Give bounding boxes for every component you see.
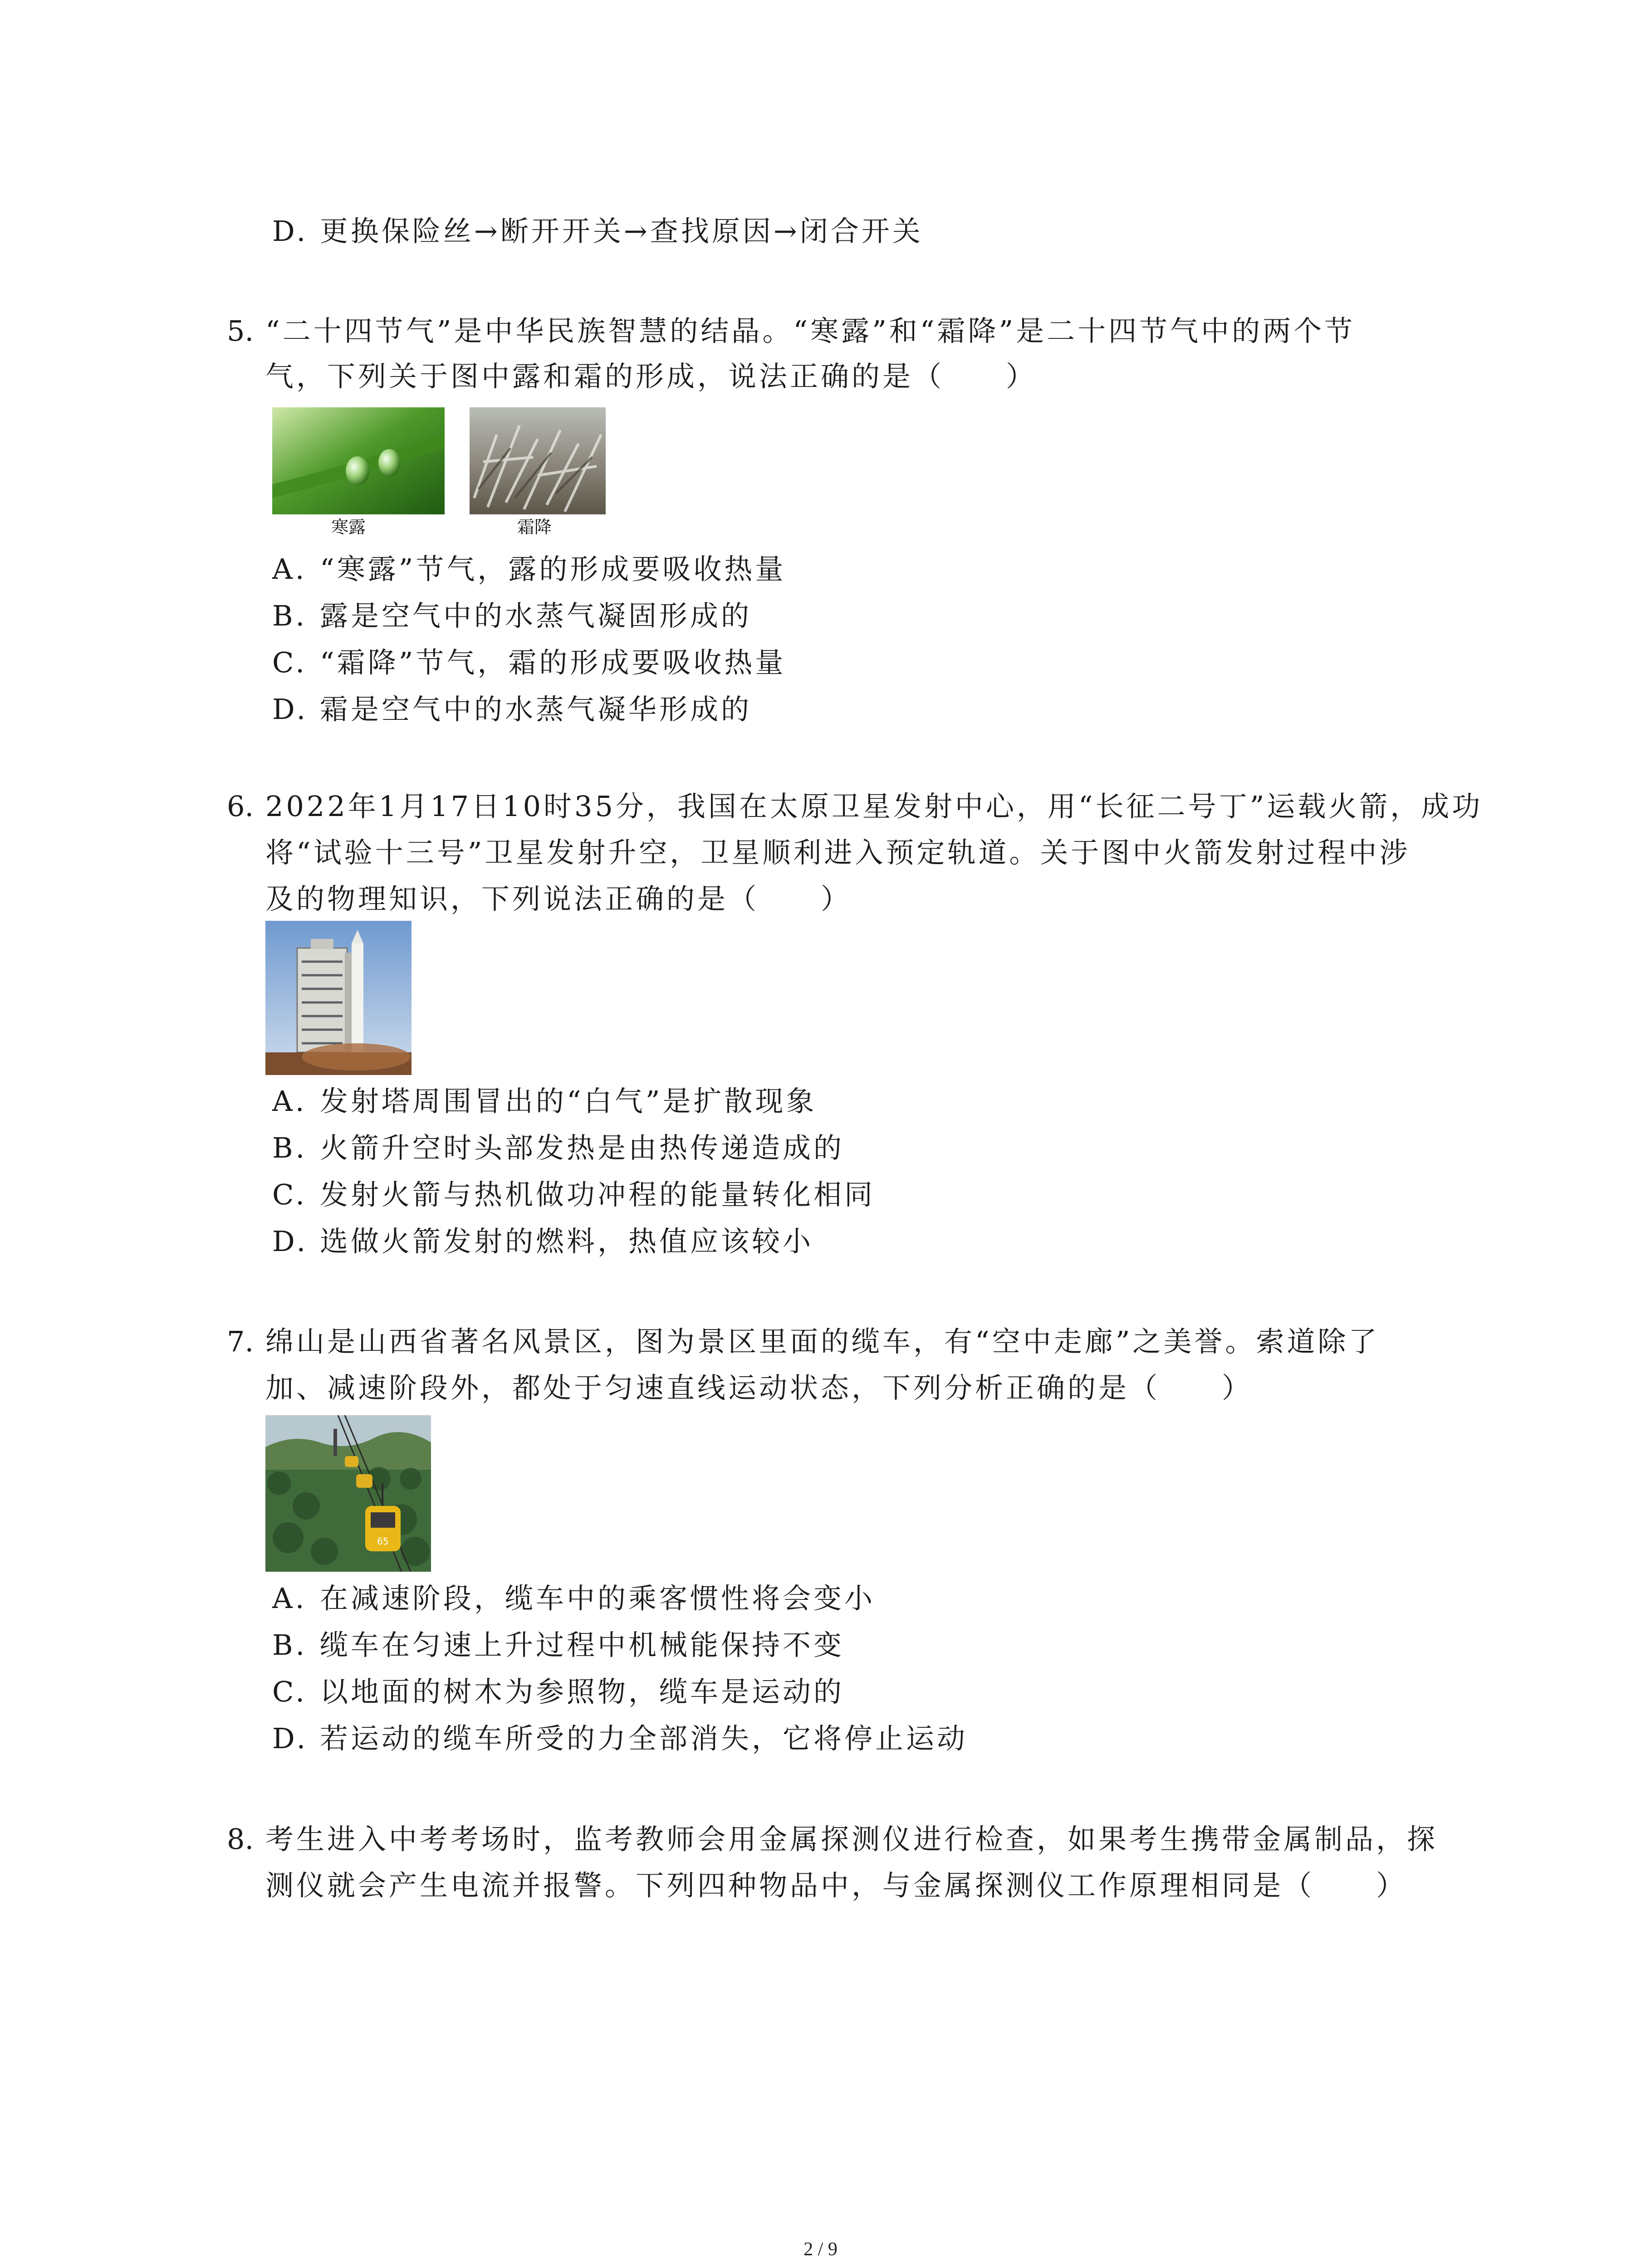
q6-option-c: C. 发射火箭与热机做功冲程的能量转化相同 xyxy=(272,1178,876,1211)
q6-option-b: B. 火箭升空时头部发热是由热传递造成的 xyxy=(272,1131,845,1164)
q5-option-c: C. “霜降”节气，霜的形成要吸收热量 xyxy=(272,646,786,679)
q7-option-d: D. 若运动的缆车所受的力全部消失，它将停止运动 xyxy=(272,1722,968,1755)
q6-stem-line2: 将“试验十三号”卫星发射升空，卫星顺利进入预定轨道。关于图中火箭发射过程中涉 xyxy=(265,836,1411,869)
page-number: 2 / 9 xyxy=(803,2239,838,2260)
q8-stem-line2: 测仪就会产生电流并报警。下列四种物品中，与金属探测仪工作原理相同是（ ） xyxy=(265,1869,1407,1902)
q5-option-b: B. 露是空气中的水蒸气凝固形成的 xyxy=(272,599,752,632)
q6-option-a: A. 发射塔周围冒出的“白气”是扩散现象 xyxy=(272,1085,817,1118)
q7-option-c: C. 以地面的树木为参照物，缆车是运动的 xyxy=(272,1675,845,1708)
rocket-launch-photo xyxy=(265,921,411,1075)
q8-number: 8. xyxy=(227,1823,254,1856)
q5-stem-line2: 气，下列关于图中露和霜的形成，说法正确的是（ ） xyxy=(265,360,1037,393)
q5-option-d: D. 霜是空气中的水蒸气凝华形成的 xyxy=(272,693,752,726)
q7-number: 7. xyxy=(227,1325,254,1358)
q6-stem-line3: 及的物理知识，下列说法正确的是（ ） xyxy=(265,882,852,915)
q8-stem-line1: 考生进入中考考场时，监考教师会用金属探测仪进行检查，如果考生携带金属制品，探 xyxy=(265,1823,1438,1856)
q7-stem-line1: 绵山是山西省著名风景区，图为景区里面的缆车，有“空中走廊”之美誉。索道除了 xyxy=(265,1325,1380,1358)
frost-caption: 霜降 xyxy=(517,517,552,537)
q5-number: 5. xyxy=(227,314,254,347)
q4-option-d: D. 更换保险丝→断开开关→查找原因→闭合开关 xyxy=(272,215,923,248)
cable-car-number: 65 xyxy=(377,1536,389,1547)
cable-car-photo xyxy=(265,1415,431,1572)
q5-stem-line1: “二十四节气”是中华民族智慧的结晶。“寒露”和“霜降”是二十四节气中的两个节 xyxy=(265,314,1356,347)
dew-caption: 寒露 xyxy=(331,517,366,537)
q6-number: 6. xyxy=(227,790,254,823)
q5-option-a: A. “寒露”节气，露的形成要吸收热量 xyxy=(272,552,786,586)
q7-option-a: A. 在减速阶段，缆车中的乘客惯性将会变小 xyxy=(272,1582,876,1615)
dew-photo xyxy=(272,407,445,514)
frost-photo xyxy=(470,407,606,514)
q6-option-d: D. 选做火箭发射的燃料，热值应该较小 xyxy=(272,1225,814,1258)
q6-stem-line1: 2022年1月17日10时35分，我国在太原卫星发射中心，用“长征二号丁”运载火箭，成功 xyxy=(265,790,1483,823)
q7-option-b: B. 缆车在匀速上升过程中机械能保持不变 xyxy=(272,1628,845,1662)
q7-stem-line2: 加、减速阶段外，都处于匀速直线运动状态，下列分析正确的是（ ） xyxy=(265,1371,1253,1404)
